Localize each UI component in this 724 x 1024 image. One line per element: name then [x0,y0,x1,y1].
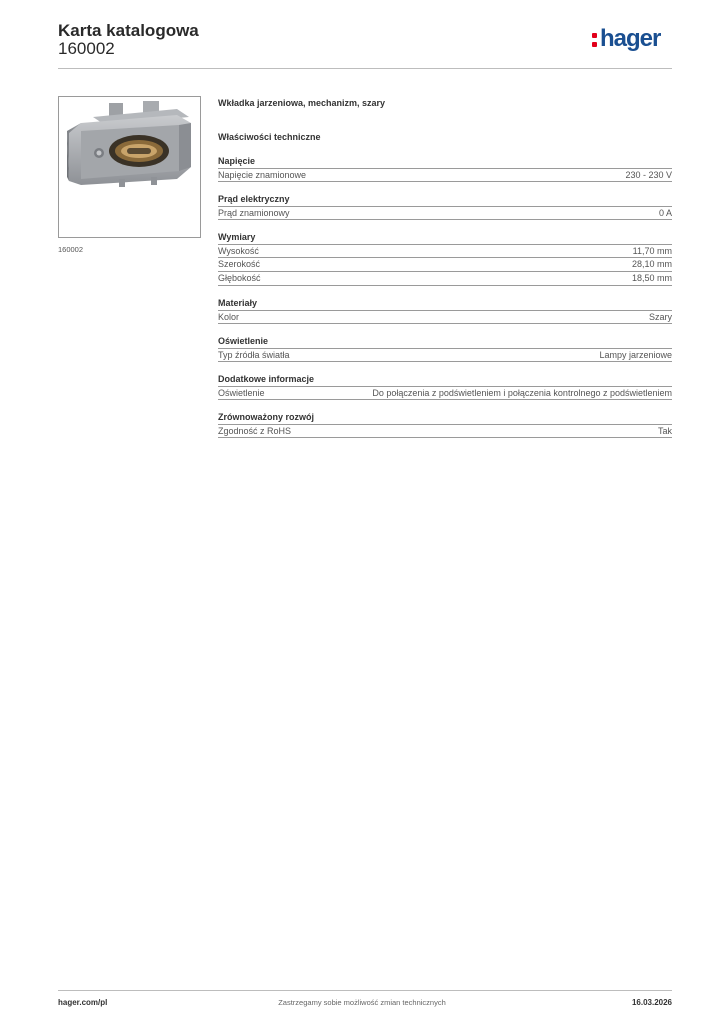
spec-value: 28,10 mm [631,259,672,269]
spec-label: Głębokość [218,273,261,283]
spec-value: Tak [657,426,672,436]
spec-label: Szerokość [218,259,261,269]
spec-value: 230 - 230 V [625,170,672,180]
section-title: Oświetlenie [218,336,269,346]
spec-content [218,96,672,438]
spec-label: Zgodność z RoHS [218,426,292,436]
footer-date: 16.03.2026 [631,998,672,1007]
spec-section-materials [218,296,672,324]
spec-value: 0 A [658,208,672,218]
hager-logo[interactable] [592,26,660,56]
spec-section-dimensions [218,230,672,286]
spec-row [218,206,672,220]
spec-row [218,258,672,272]
spec-row [218,424,672,438]
spec-value: 11,70 mm [632,246,672,256]
logo-text: hager [600,25,661,52]
section-title: Zrównoważony rozwój [218,412,314,422]
spec-section-additional-info [218,372,672,400]
spec-section-sustainability [218,410,672,438]
section-title: Dodatkowe informacje [218,374,315,384]
spec-row [218,244,672,258]
image-caption: 160002 [58,245,84,254]
spec-section-lighting [218,334,672,362]
spec-row [218,168,672,182]
spec-label: Kolor [218,312,240,322]
spec-label: Typ źródła światła [218,350,290,360]
section-title: Prąd elektryczny [218,194,290,204]
footer-divider [58,990,672,991]
spec-value: Do połączenia z podświetleniem i połączenia kontrolnego z podświetleniem [372,388,672,398]
header-divider [58,68,672,69]
product-name: Wkładka jarzeniowa, mechanizm, szary [218,98,386,108]
spec-section-current [218,192,672,220]
spec-row [218,310,672,324]
section-title: Wymiary [218,232,256,242]
section-title: Napięcie [218,156,256,166]
spec-value: Lampy jarzeniowe [599,350,672,360]
spec-value: Szary [648,312,672,322]
spec-label: Napięcie znamionowe [218,170,307,180]
spec-section-voltage [218,154,672,182]
spec-label: Prąd znamionowy [218,208,290,218]
spec-row [218,386,672,400]
footer-website-link[interactable]: hager.com/pl [58,998,108,1007]
logo-dots-icon [592,26,598,52]
tech-properties-heading: Właściwości techniczne [218,132,321,142]
spec-value: 18,50 mm [631,273,672,283]
spec-label: Wysokość [218,246,259,256]
spec-row [218,348,672,362]
spec-label: Oświetlenie [218,388,265,398]
document-title: Karta katalogowa [58,21,199,40]
product-code-heading: 160002 [58,39,115,58]
lamp-insert-mechanism-icon [59,97,200,237]
spec-row [218,272,672,286]
footer-disclaimer: Zastrzegamy sobie możliwość zmian technicznych [278,998,446,1007]
product-image [58,96,201,238]
section-title: Materiały [218,298,258,308]
